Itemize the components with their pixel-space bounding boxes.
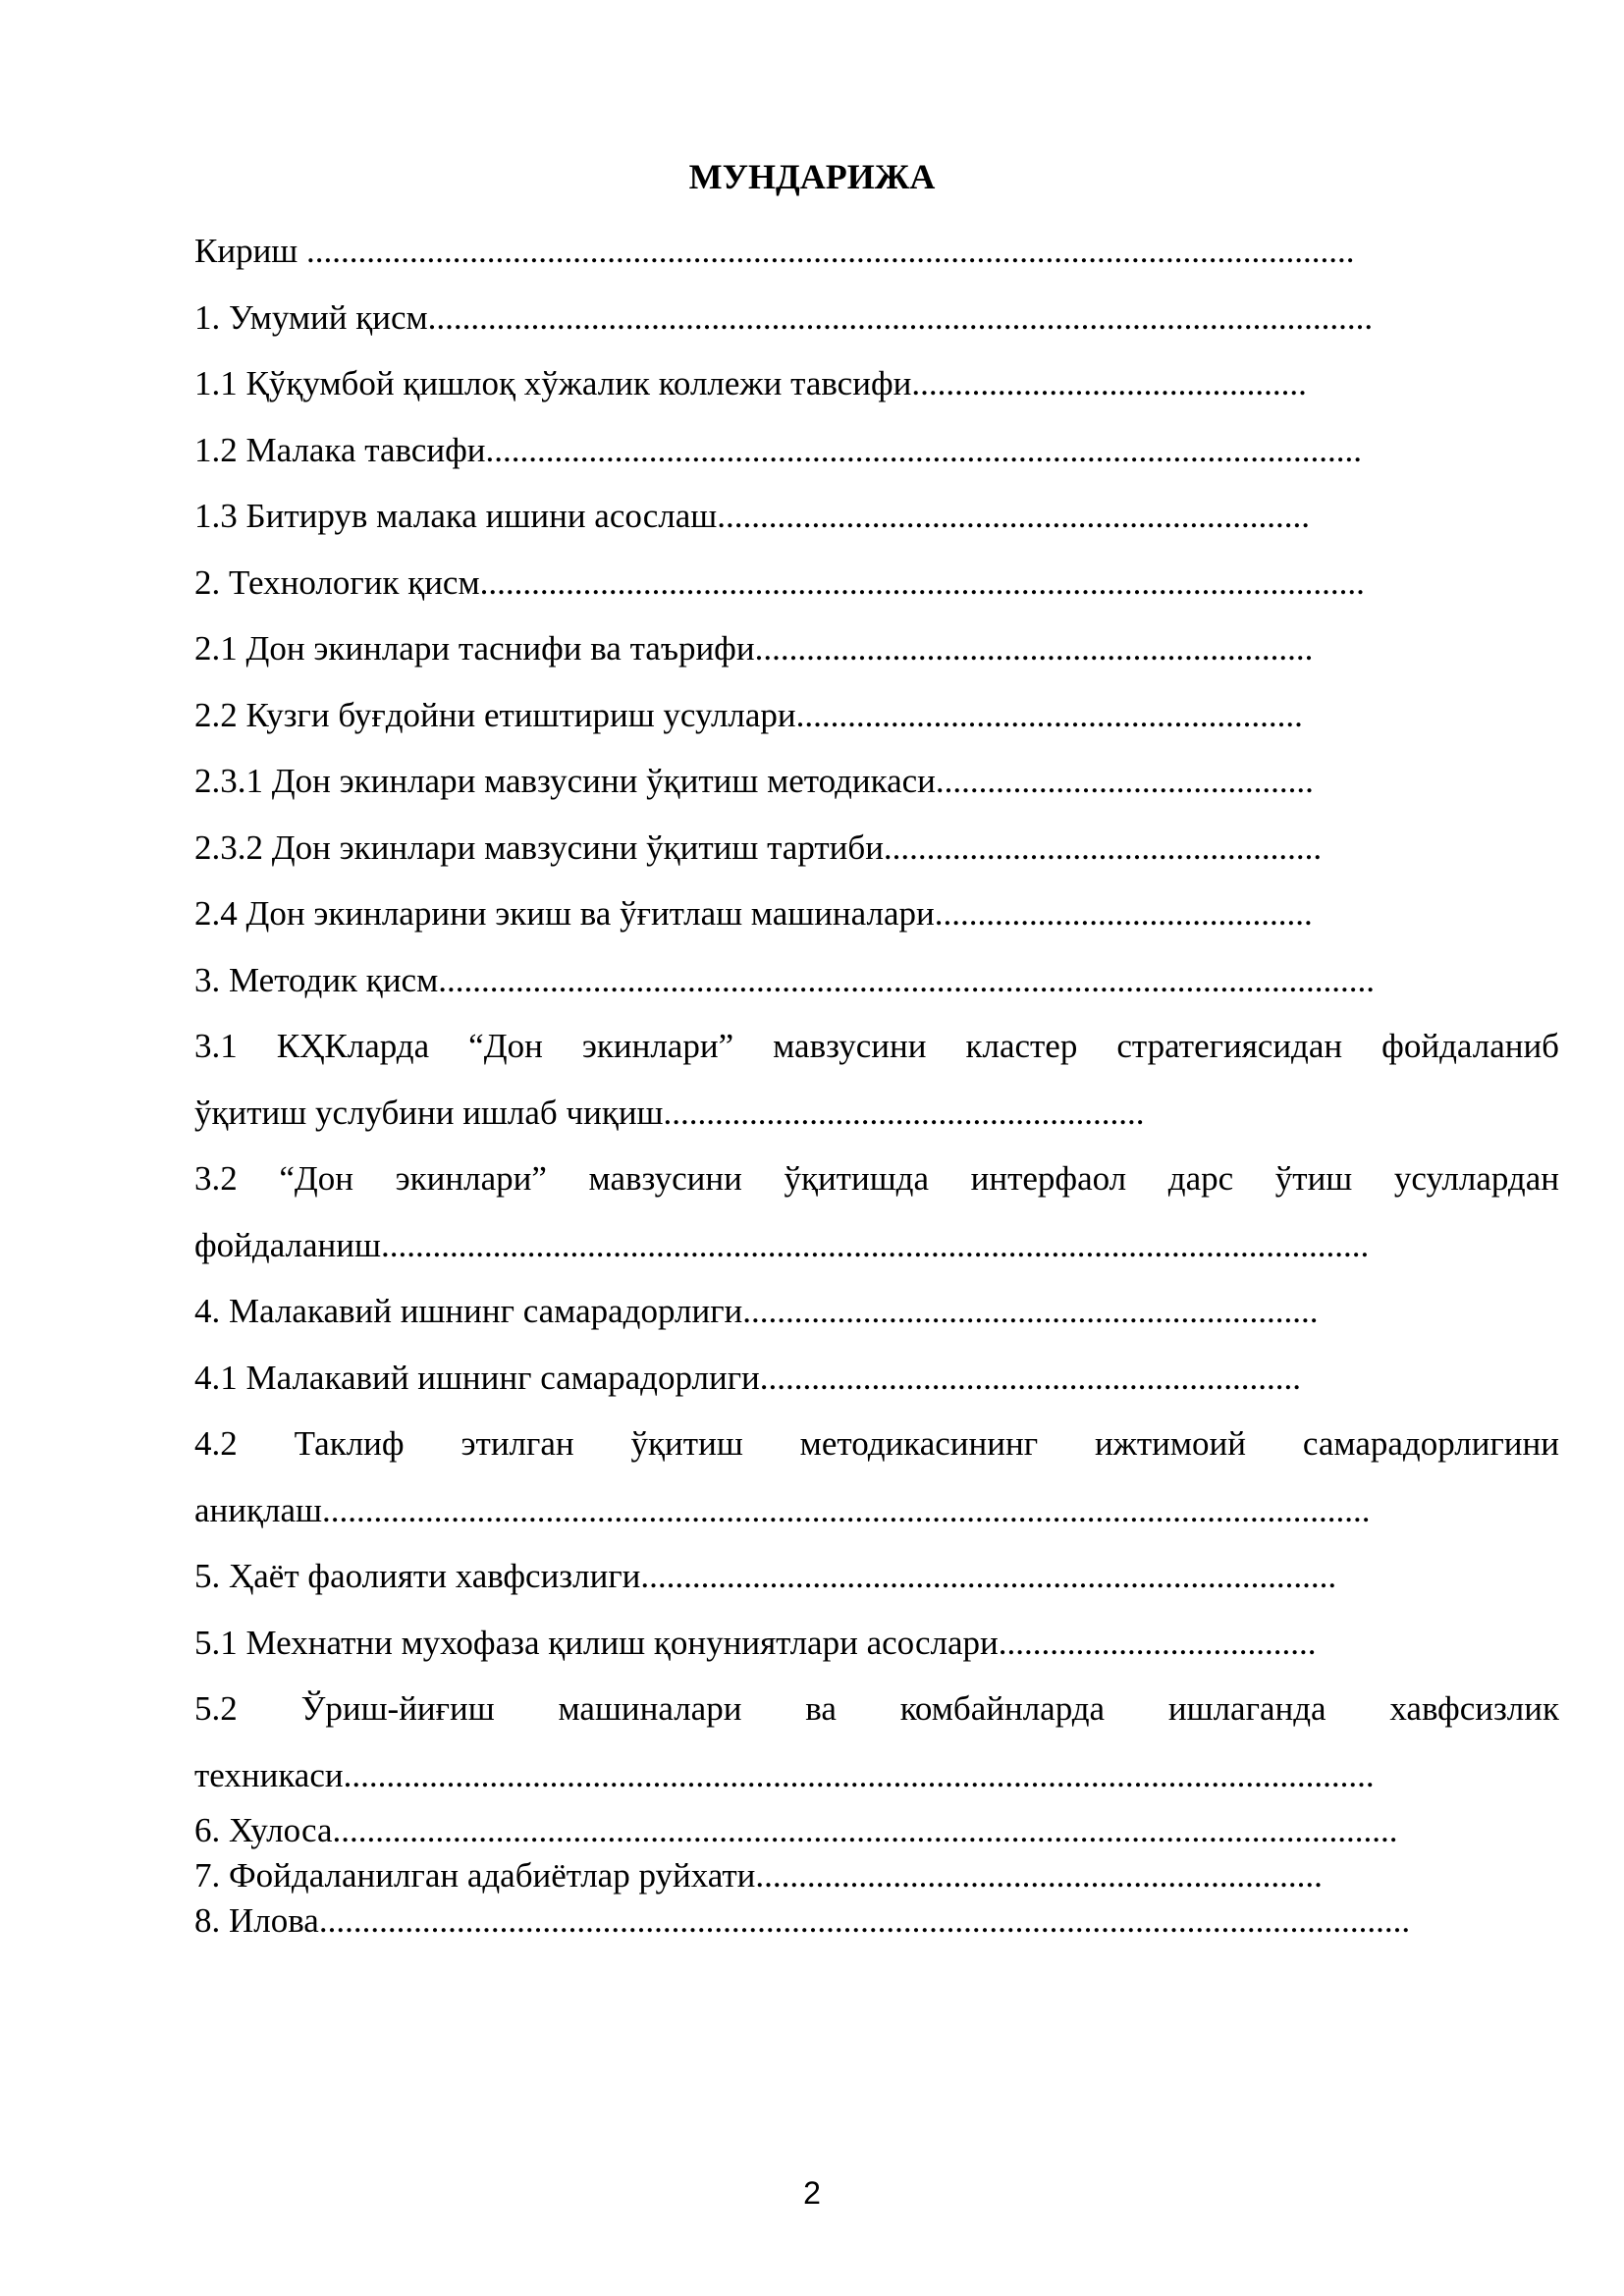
- toc-entry-3: 3. Методик қисм.............................................................................................................: [194, 960, 1375, 999]
- toc-entry-7: 7. Фойдаланилган адабиётлар руйхати..................................................................: [194, 1856, 1323, 1895]
- toc-entry-5-1: 5.1 Мехнатни мухофаза қилиш қонуниятлари асослари.....................................: [194, 1623, 1317, 1662]
- toc-entry-1-3: 1.3 Битирув малака ишини асослаш.....................................................................: [194, 497, 1310, 535]
- toc-entry-3-1-continued: ўқитиш услубини ишлаб чиқиш........................................................: [194, 1093, 1145, 1132]
- toc-entry-3-2: 3.2 “Дон экинлари” мавзусини ўқитишда интерфаол дарс ўтиш усуллардан: [194, 1159, 1559, 1198]
- table-of-contents: [194, 218, 1559, 1944]
- toc-entry-3-2-continued: фойдаланиш...................................................................................................................: [194, 1225, 1370, 1264]
- page-number: 2: [803, 2175, 821, 2211]
- toc-entry-2-4: 2.4 Дон экинларини экиш ва ўғитлаш машиналари............................................: [194, 894, 1313, 933]
- toc-entry-1-1: 1.1 Қўқумбой қишлоқ хўжалик коллежи тавсифи..............................................: [194, 364, 1307, 402]
- toc-entry-4-2: 4.2 Таклиф этилган ўқитиш методикасининг ижтимоий самарадорлигини: [194, 1424, 1559, 1463]
- toc-entry-5: 5. Ҳаёт фаолияти хавфсизлиги.................................................................................: [194, 1557, 1337, 1595]
- toc-entry-introduction: Кириш ..........................................................................................................................: [194, 232, 1355, 270]
- toc-entry-2-2: 2.2 Кузги буғдойни етиштириш усуллари...........................................................: [194, 695, 1303, 734]
- toc-entry-1: 1. Умумий қисм..............................................................................................................: [194, 297, 1374, 337]
- toc-entry-5-2-continued: техникаси........................................................................................................................: [194, 1755, 1375, 1794]
- toc-entry-4-1: 4.1 Малакавий ишнинг самарадорлиги...............................................................: [194, 1358, 1302, 1397]
- toc-entry-8: 8. Илова...............................................................................................................................: [194, 1901, 1411, 1940]
- toc-entry-3-1: 3.1 КҲКларда “Дон экинлари” мавзусини кластер стратегиясидан фойдаланиб: [194, 1027, 1559, 1065]
- toc-entry-2: 2. Технологик қисм.......................................................................................................: [194, 562, 1365, 602]
- toc-entry-4-2-continued: аниқлаш..........................................................................................................................: [194, 1490, 1371, 1529]
- page-title: МУНДАРИЖА: [688, 157, 936, 196]
- toc-entry-4: 4. Малакавий ишнинг самарадорлиги...................................................................: [194, 1292, 1319, 1330]
- toc-entry-5-2: 5.2 Ўриш-йиғиш машиналари ва комбайнларда ишлаганда хавфсизлик: [194, 1689, 1559, 1728]
- toc-entry-2-3-2: 2.3.2 Дон экинлари мавзусини ўқитиш тартиби...................................................: [194, 828, 1323, 867]
- toc-entry-6: 6. Хулоса............................................................................................................................: [194, 1811, 1398, 1849]
- toc-entry-2-3-1: 2.3.1 Дон экинлари мавзусини ўқитиш методикаси............................................: [194, 762, 1314, 800]
- toc-entry-1-2: 1.2 Малака тавсифи......................................................................................................: [194, 430, 1362, 469]
- toc-entry-2-1: 2.1 Дон экинлари таснифи ва таърифи.................................................................: [194, 629, 1314, 667]
